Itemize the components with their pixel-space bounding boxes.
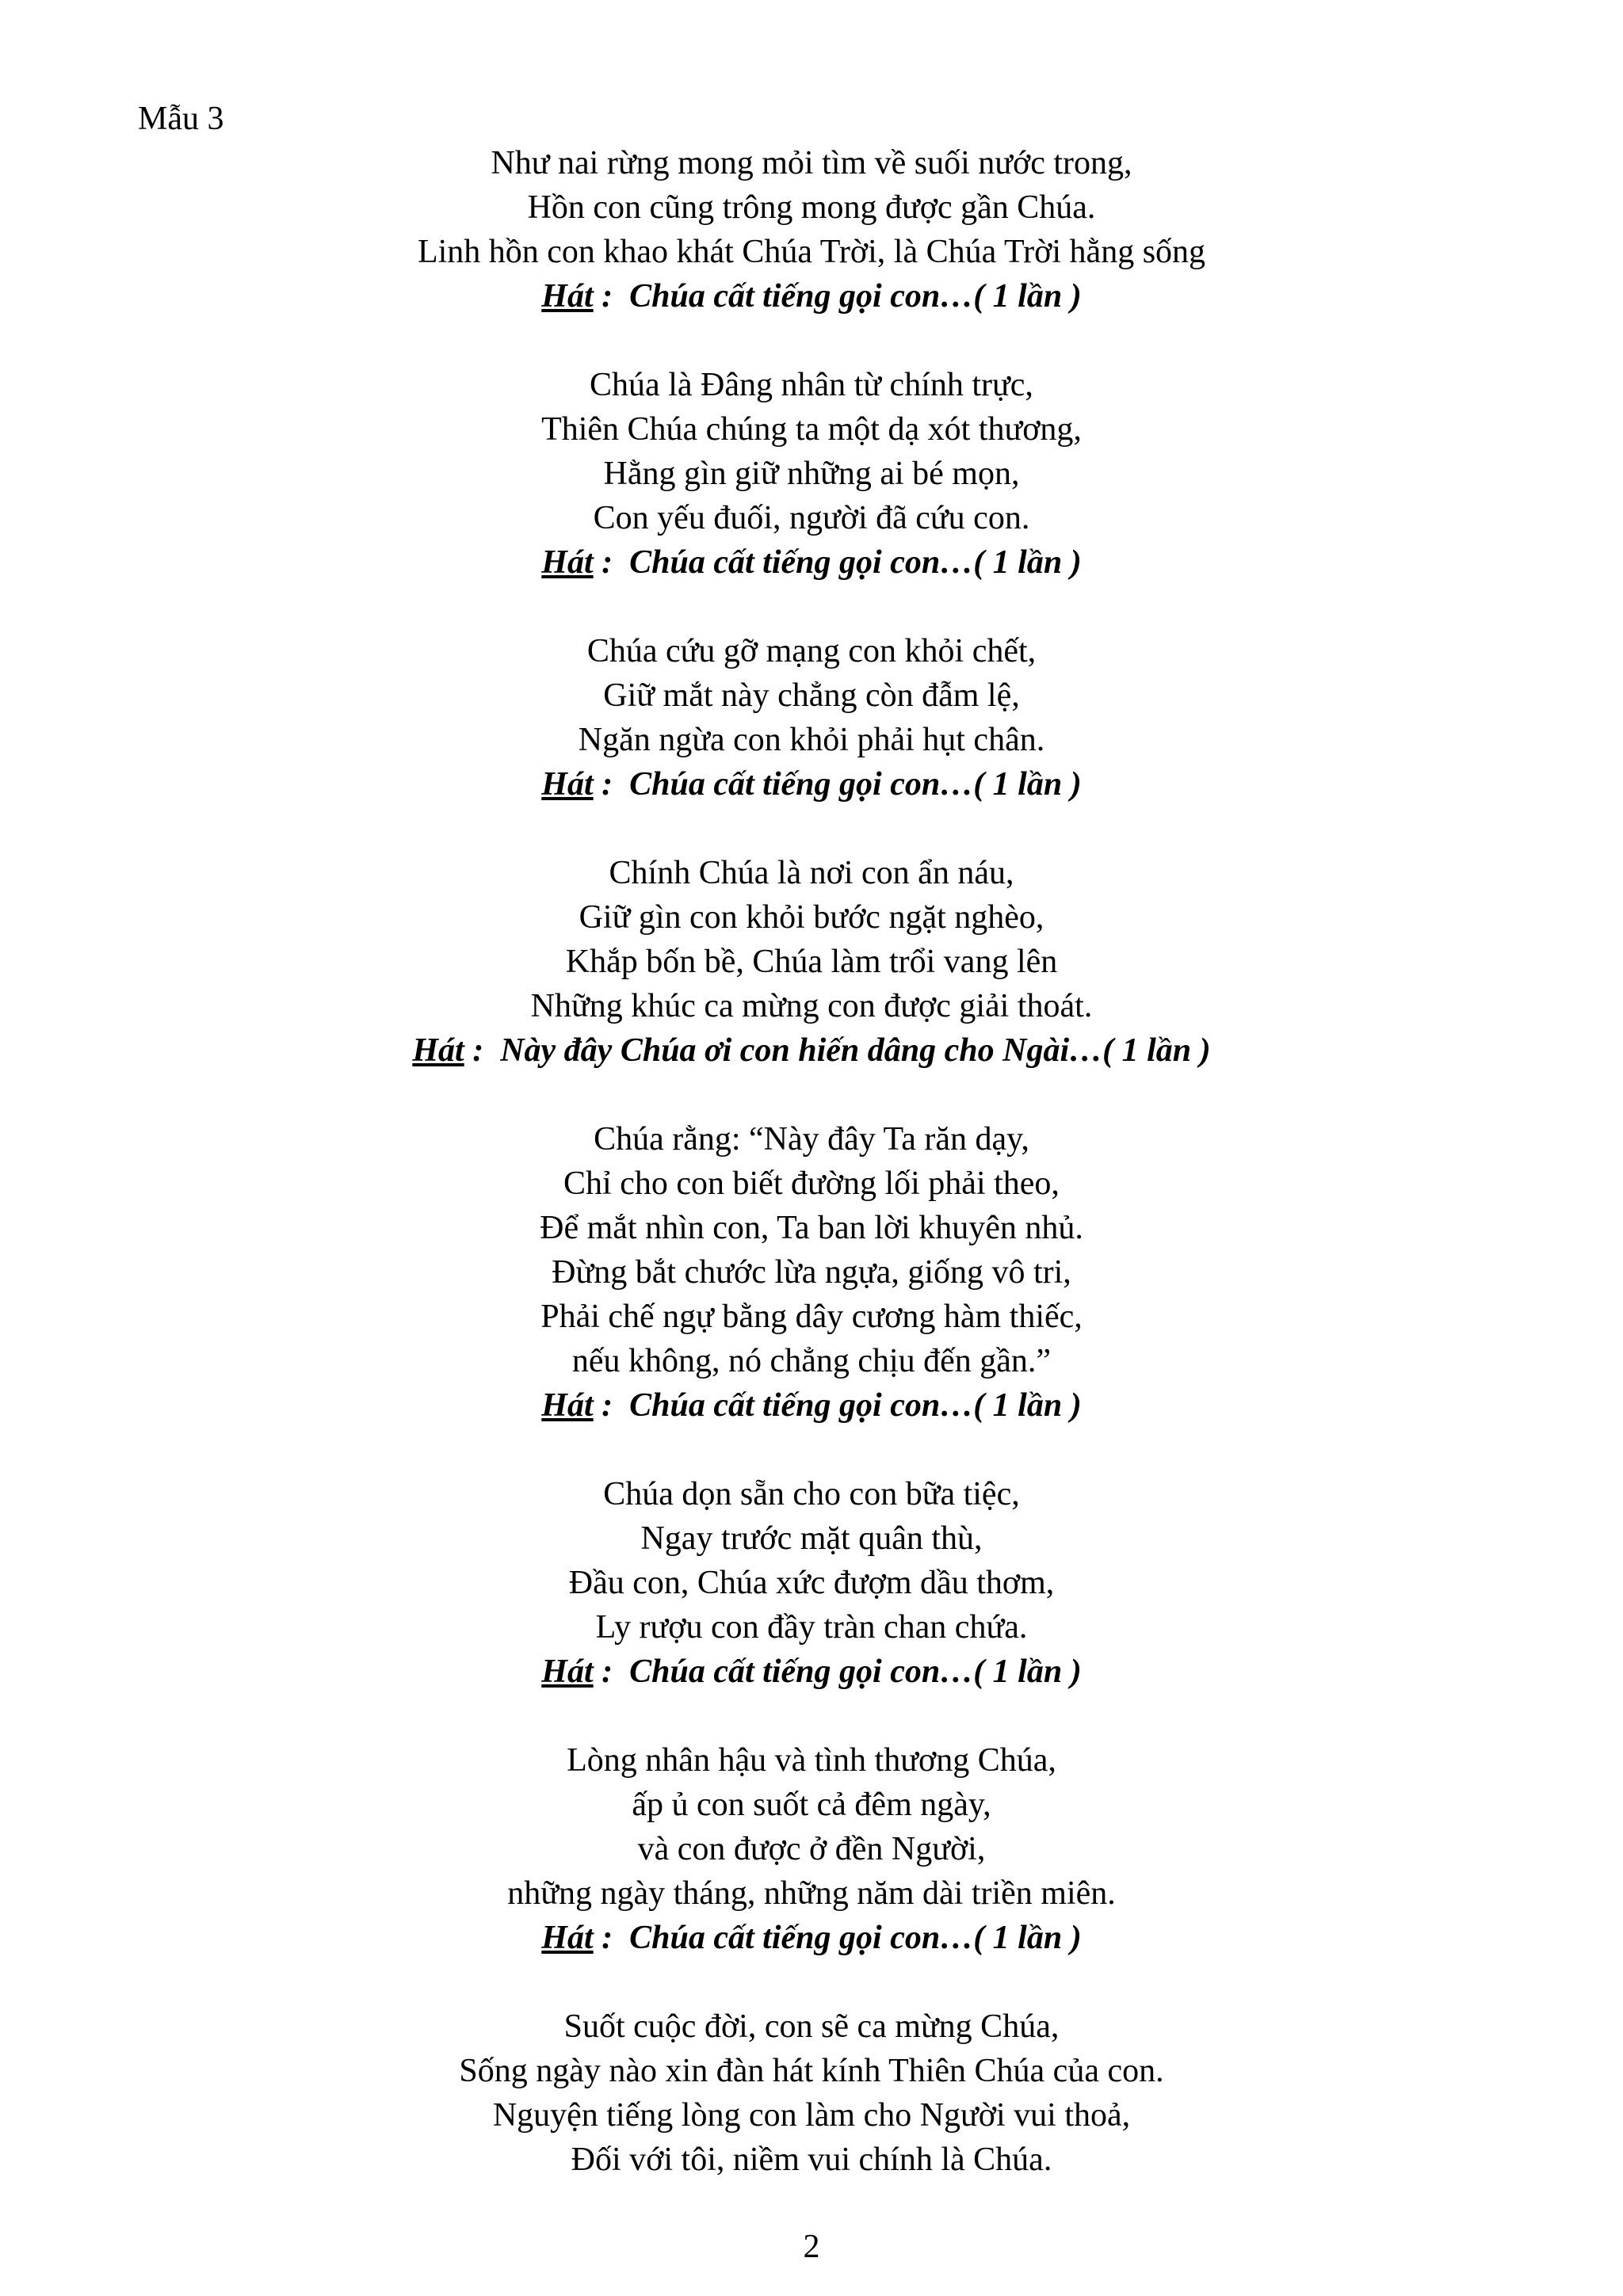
verse-line: Đầu con, Chúa xức đượm dầu thơm, — [568, 1565, 1055, 1601]
verse-line: và con được ở đền Người, — [637, 1831, 986, 1867]
refrain-label: Hát — [541, 1920, 594, 1956]
refrain-text: Chúa cất tiếng gọi con…( 1 lần ) — [629, 1920, 1082, 1956]
verse-line: Phải chế ngự bằng dây cương hàm thiếc, — [540, 1299, 1083, 1335]
refrain-label: Hát — [541, 1387, 594, 1424]
verse-line: Ngay trước mặt quân thù, — [640, 1520, 983, 1557]
stanza — [0, 363, 1623, 585]
refrain-separator: : — [464, 1032, 501, 1069]
verse-line: Chúa dọn sẵn cho con bữa tiệc, — [603, 1476, 1020, 1512]
verse-line: Chúa rằng: “Này đây Ta răn dạy, — [594, 1121, 1029, 1158]
verse-line: Giữ gìn con khỏi bước ngặt nghèo, — [579, 899, 1044, 936]
verse-line: Ngăn ngừa con khỏi phải hụt chân. — [578, 722, 1045, 758]
verse-line: Thiên Chúa chúng ta một dạ xót thương, — [541, 411, 1082, 448]
refrain-label: Hát — [412, 1032, 464, 1069]
verse-line: Chính Chúa là nơi con ẩn náu, — [609, 855, 1014, 891]
verse-line: Chúa cứu gỡ mạng con khỏi chết, — [586, 633, 1037, 669]
verse-line: Hằng gìn giữ những ai bé mọn, — [603, 456, 1020, 492]
verse-line: Như nai rừng mong mỏi tìm về suối nước trong, — [491, 145, 1132, 181]
refrain-line — [0, 274, 1623, 318]
refrain-label: Hát — [541, 766, 594, 803]
refrain-text: Này đây Chúa ơi con hiến dâng cho Ngài…( 1 lần ) — [500, 1032, 1211, 1069]
refrain-text: Chúa cất tiếng gọi con…( 1 lần ) — [629, 1653, 1082, 1690]
verse-line: Khắp bốn bề, Chúa làm trổi vang lên — [565, 944, 1058, 980]
verse-line: Suốt cuộc đời, con sẽ ca mừng Chúa, — [563, 2008, 1060, 2045]
verse-line: Chỉ cho con biết đường lối phải theo, — [563, 1165, 1060, 1202]
refrain-line — [0, 540, 1623, 585]
stanza — [0, 851, 1623, 1073]
verse-line: Nguyện tiếng lòng con làm cho Người vui thoả, — [492, 2097, 1131, 2134]
stanza — [0, 629, 1623, 807]
refrain-text: Chúa cất tiếng gọi con…( 1 lần ) — [629, 766, 1082, 803]
refrain-text: Chúa cất tiếng gọi con…( 1 lần ) — [629, 278, 1082, 315]
verse-line: Con yếu đuối, người đã cứu con. — [593, 500, 1030, 536]
refrain-label: Hát — [541, 544, 594, 581]
verse-line: Linh hồn con khao khát Chúa Trời, là Chúa Trời hằng sống — [417, 234, 1206, 270]
refrain-line — [0, 1028, 1623, 1073]
refrain-line — [0, 1916, 1623, 1960]
refrain-text: Chúa cất tiếng gọi con…( 1 lần ) — [629, 1387, 1082, 1424]
refrain-label: Hát — [541, 278, 594, 315]
verse-line: Lòng nhân hậu và tình thương Chúa, — [567, 1742, 1056, 1779]
refrain-text: Chúa cất tiếng gọi con…( 1 lần ) — [629, 544, 1082, 581]
refrain-line — [0, 1383, 1623, 1428]
refrain-separator: : — [593, 1920, 630, 1956]
verse-line: Những khúc ca mừng con được giải thoát. — [530, 988, 1093, 1024]
refrain-separator: : — [593, 1387, 630, 1424]
psalm-text — [0, 141, 1623, 2226]
verse-line: Hồn con cũng trông mong được gần Chúa. — [527, 189, 1096, 226]
verse-line: Ly rượu con đầy tràn chan chứa. — [595, 1609, 1028, 1646]
refrain-label: Hát — [541, 1653, 594, 1690]
stanza — [0, 2004, 1623, 2182]
verse-line: Đối với tôi, niềm vui chính là Chúa. — [571, 2142, 1052, 2178]
verse-line: Giữ mắt này chẳng còn đẫm lệ, — [603, 677, 1020, 714]
verse-line: Đừng bắt chước lừa ngựa, giống vô tri, — [552, 1254, 1071, 1291]
page-number: 2 — [803, 2229, 820, 2265]
stanza — [0, 1472, 1623, 1694]
verse-line: Để mắt nhìn con, Ta ban lời khuyên nhủ. — [540, 1210, 1083, 1246]
refrain-separator: : — [593, 766, 630, 803]
refrain-line — [0, 1650, 1623, 1694]
verse-line: nếu không, nó chẳng chịu đến gần.” — [571, 1343, 1052, 1379]
verse-line: Chúa là Đâng nhân từ chính trực, — [590, 367, 1033, 403]
stanza — [0, 141, 1623, 318]
stanza — [0, 1117, 1623, 1428]
verse-line: Sống ngày nào xin đàn hát kính Thiên Chúa của con. — [459, 2053, 1164, 2089]
refrain-line — [0, 762, 1623, 807]
verse-line: ấp ủ con suốt cả đêm ngày, — [632, 1787, 991, 1823]
verse-line: những ngày tháng, những năm dài triền miên. — [507, 1875, 1116, 1912]
template-label: Mẫu 3 — [138, 101, 224, 137]
refrain-separator: : — [593, 278, 630, 315]
refrain-separator: : — [593, 544, 630, 581]
stanza — [0, 1738, 1623, 1960]
refrain-separator: : — [593, 1653, 630, 1690]
